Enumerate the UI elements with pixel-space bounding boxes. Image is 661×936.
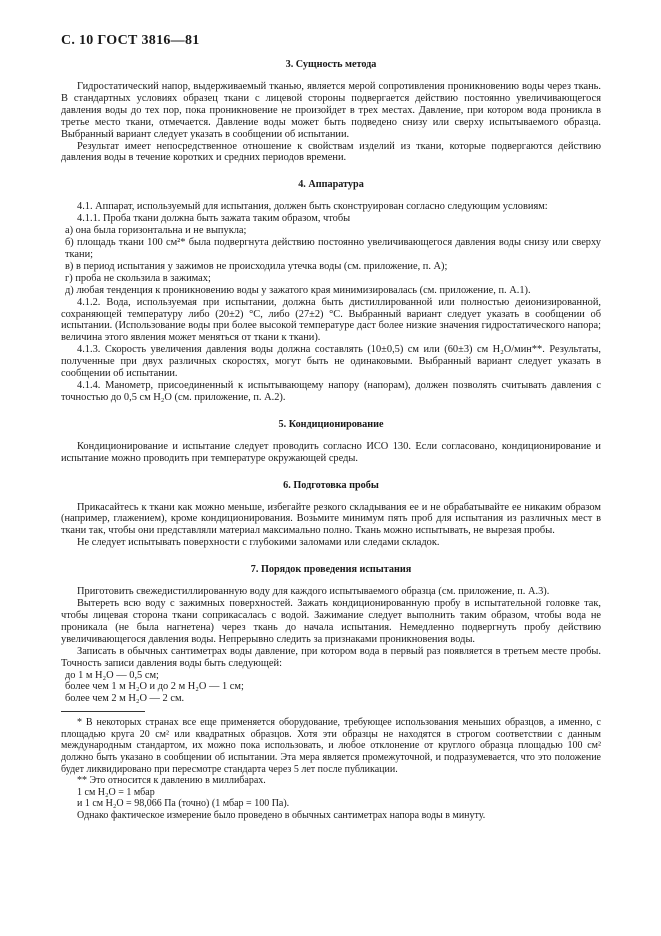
footnote-5: Однако фактическое измерение было проведено в обычных сантиметрах напора воды в минуту. [77,810,486,821]
s4-paragraph-4-1-3: 4.1.3. Скорость увеличения давления воды должна составлять (10±0,5) см или (60±3) см H₂O/мин**. Результаты, полученные при двух различных скоростях, могут быть не одинаковыми. Выбранный вариант следует указать в сообщении об испытании. [61,344,601,380]
section-4-title: 4. Аппаратура [298,179,364,191]
s7-list-2: более чем 1 м H₂O и до 2 м H₂O — 1 см; [65,681,244,693]
section-7-title: 7. Порядок проведения испытания [250,564,412,576]
s3-paragraph-1: Гидростатический напор, выдерживаемый тканью, является мерой сопротивления проникновению воды через ткань. В стандартных условиях образец ткани с лицевой стороны подвергается действию постоянно увеличивающегося давления воды до тех пор, пока проникновение не произойдет в трех местах. Давление, при котором вода проникла в третье место ткани, отмечается. Давление воды может быть подведено снизу или сверху испытываемого образца. Выбранный вариант следует указать в сообщении об испытании. [61,81,601,140]
footnote-3: 1 см H₂O = 1 мбар [77,786,155,798]
footnote-4: и 1 см H₂O = 98,066 Па (точно) (1 мбар = 100 Па). [77,798,290,810]
s4-paragraph-4-1-4: 4.1.4. Манометр, присоединенный к испытывающему напору (напорам), должен позволять считывать давления с точностью до 0,5 см H₂O (см. приложение, п. А.2). [61,379,601,403]
footnote-2: ** Это относится к давлению в миллибарах. [77,775,266,787]
s4-paragraph-4-1-2: 4.1.2. Вода, используемая при испытании, должна быть дистиллированной или полностью деионизированной, сохраняющей температуру либо (20±2) °С, либо (27±2) °С. Выбранный вариант следует указать в сообщении об испытании. (Использование воды при более высокой температуре даст более низкие значения гидростатического напора; величина этого явления может меняться от ткани к ткани). [61,296,601,344]
document-body [61,59,601,822]
s7-paragraph-3: Записать в обычных сантиметрах воды давление, при котором вода в первый раз появляется в третьем месте пробы. Точность записи давления воды быть следующей: [61,645,601,669]
s4-item-b: б) площадь ткани 100 см²* была подвергнута действию постоянно увеличивающегося давления воды снизу или сверху ткани; [65,237,601,260]
s3-paragraph-2: Результат имеет непосредственное отношение к свойствам изделий из ткани, которые подвергаются действию давления воды в течение коротких и средних периодов времени. [61,140,601,164]
s4-item-g: г) проба не скользила в зажимах; [65,272,211,284]
s6-paragraph-2: Не следует испытывать поверхности с глубокими заломами или следами складок. [77,537,440,549]
s7-list-1: до 1 м H₂O — 0,5 см; [65,669,159,681]
s7-paragraph-1: Приготовить свежедистиллированную воду для каждого испытываемого образца (см. приложение, п. А.3). [77,586,550,598]
section-6-title: 6. Подготовка пробы [283,479,379,491]
s4-item-d: д) любая тенденция к проникновению воды у зажатого края минимизировалась (см. приложение, п. А.1). [65,284,531,296]
s4-paragraph-4-1: 4.1. Аппарат, используемый для испытания, должен быть сконструирован согласно следующим условиям: [77,201,548,213]
s4-item-v: в) в период испытания у зажимов не происходила утечка воды (см. приложение, п. А); [65,260,448,272]
section-3-title: 3. Сущность метода [285,59,377,70]
s7-list-3: более чем 2 м H₂O — 2 см. [65,693,185,705]
s4-paragraph-4-1-1: 4.1.1. Проба ткани должна быть зажата таким образом, чтобы [77,213,351,225]
s5-paragraph-1: Кондиционирование и испытание следует проводить согласно ИСО 130. Если согласовано, кондиционирование и испытание можно проводить при температуре окружающей среды. [61,440,601,464]
section-5-title: 5. Кондиционирование [278,418,384,430]
s4-item-a: а) она была горизонтальна и не выпукла; [65,225,247,237]
page-header: С. 10 ГОСТ 3816—81 [61,33,200,48]
s7-paragraph-2: Вытереть всю воду с зажимных поверхностей. Зажать кондиционированную пробу в испытательной головке так, чтобы лицевая сторона ткани соприкасалась с водой. Зажимание следует выполнить таким образом, чтобы вода не проникала (не была нагнетена) через ткань до начала испытания. Немедленно подвергнуть пробу действию увеличивающегося давления воды. Непрерывно следить за признаками проникновения воды. [61,598,601,645]
footnote-divider [61,711,145,712]
footnote-1: * В некоторых странах все еще применяется оборудование, требующее использования меньших образцов, а именно, с площадью круга 20 см² или квадратных образцов. Хотя эти образцы не находятся в строгом соответствии с данным международным стандартом, их можно пока использовать, и любое отклонение от круглого образца площадью 100 см² должно быть указано в сообщении об испытании. Эта мера является промежуточной, и подразумевается, что это положение будет ликвидировано при пересмотре стандарта через 5 лет после публикации. [61,717,601,775]
s6-paragraph-1: Прикасайтесь к ткани как можно меньше, избегайте резкого складывания ее и не обрабатывайте ее никаким образом (например, глажением), кроме кондиционирования. Возьмите минимум пять проб для испытания из различных мест в ткани так, чтобы они представляли материал максимально полно. Ткань можно испытывать, не вырезая пробы. [61,501,601,537]
